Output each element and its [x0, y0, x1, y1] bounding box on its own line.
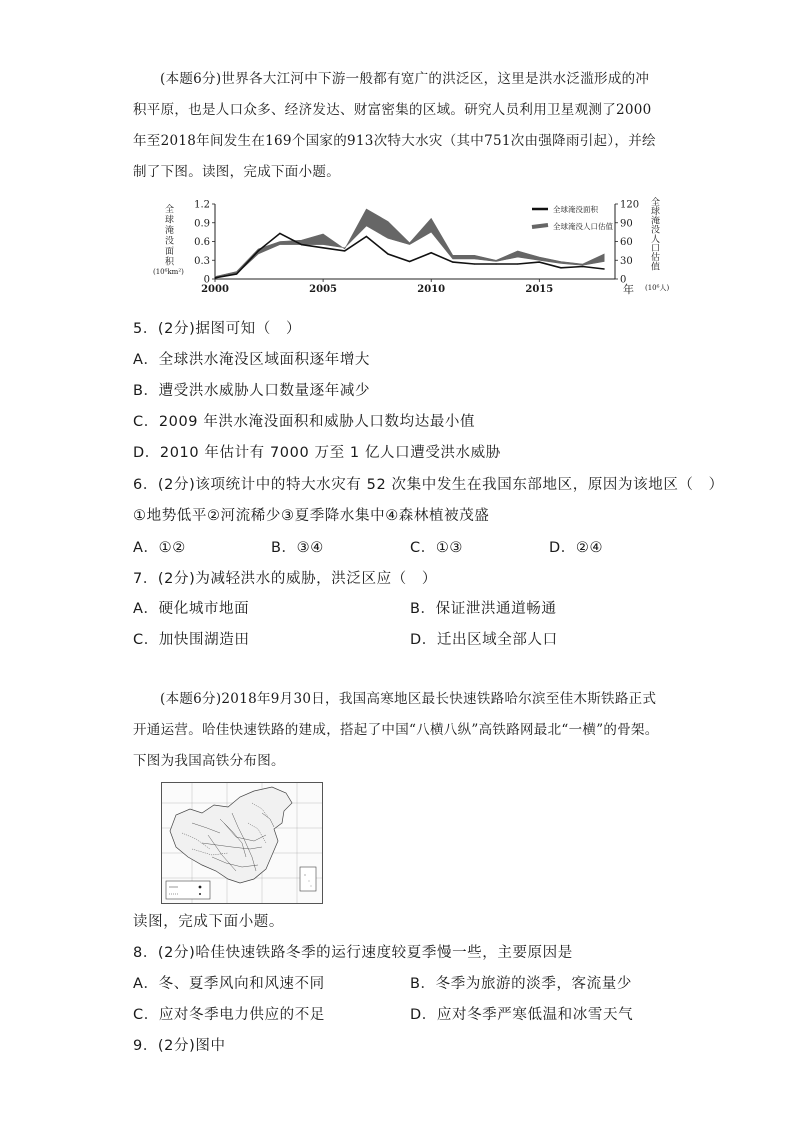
right-tick-label: 60 — [620, 237, 633, 248]
chart-legend — [532, 204, 613, 231]
left-tick-label: 0.9 — [194, 218, 210, 230]
inundated-area-point — [452, 262, 453, 263]
inundated-area-point — [582, 266, 583, 267]
q8-option-c[interactable]: C．应对冬季电力供应的不足 — [133, 1007, 325, 1023]
left-tick-label: 0 — [203, 274, 210, 286]
q6-option-a[interactable]: A．①② — [133, 540, 186, 556]
x-axis-label: 年 — [623, 283, 634, 296]
q6-option-b[interactable]: B．③④ — [271, 540, 324, 556]
q7-option-a[interactable]: A．硬化城市地面 — [133, 601, 250, 617]
q5-stem: 5．(2分)据图可知（ ） — [133, 321, 302, 337]
inundated-area-point — [214, 277, 215, 278]
q7-stem: 7．(2分)为减轻洪水的威胁，洪泛区应（ ） — [133, 571, 437, 587]
right-axis-label: 全球淹没人口估值 — [651, 198, 661, 273]
q6-option-d[interactable]: D．②④ — [549, 540, 604, 556]
inundated-area-point — [323, 247, 324, 248]
left-tick-label: 1.2 — [194, 199, 210, 211]
right-axis-unit: (10⁶人) — [645, 284, 670, 292]
inundated-area-point — [539, 262, 540, 263]
inundated-area-point — [387, 253, 388, 254]
left-tick-label: 0.3 — [194, 255, 210, 267]
inundated-area-point — [258, 250, 259, 251]
q8-option-a[interactable]: A．冬、夏季风向和风速不同 — [133, 976, 325, 992]
inundated-area-point — [560, 267, 561, 268]
legend-population-label: 全球淹没人口估值 — [553, 222, 613, 231]
x-tick-label: 2000 — [201, 284, 229, 295]
q5-option-c[interactable]: C．2009 年洪水淹没面积和威胁人口数均达最小值 — [133, 414, 476, 430]
passage-intro-flood: (本题6分)世界各大江河中下游一般都有宽广的洪泛区，这里是洪水泛滥形成的冲积平原，也是人口众多、经济发达、财富密集的区域。研究人员利用卫星观测了2000年至2018年间发生在169个国家的913次特大水灾（其中751次由强降雨引起），并绘制了下图。读图，完成下面小题。 — [133, 71, 656, 180]
inundated-area-point — [517, 263, 518, 264]
q7-option-b[interactable]: B．保证泄洪通道畅通 — [410, 601, 557, 617]
q8-option-d[interactable]: D．应对冬季严寒低温和冰雪天气 — [410, 1007, 634, 1023]
left-tick-label: 0.6 — [194, 237, 210, 248]
legend-area-label: 全球淹没面积 — [553, 205, 598, 214]
inundated-area-point — [474, 263, 475, 264]
inundated-area-point — [279, 233, 280, 234]
inundated-area-point — [344, 250, 345, 251]
q6-items: ①地势低平②河流稀少③夏季降水集中④森林植被茂盛 — [133, 508, 490, 524]
right-tick-label: 90 — [620, 218, 633, 230]
inundated-area-point — [236, 273, 237, 274]
inundated-area-line — [215, 233, 604, 277]
flood-chart-svg — [145, 196, 670, 298]
q7-option-d[interactable]: D．迁出区域全部人口 — [410, 632, 558, 648]
read-map-instruction: 读图，完成下面小题。 — [133, 914, 284, 930]
left-axis-label: 全球淹没面积 — [165, 205, 175, 268]
q9-stem: 9．(2分)图中 — [133, 1038, 226, 1054]
inundated-area-point — [366, 236, 367, 237]
right-tick-label: 0 — [620, 274, 627, 286]
flood-chart — [145, 196, 670, 298]
q5-option-d[interactable]: D．2010 年估计有 7000 万至 1 亿人口遭受洪水威胁 — [133, 445, 501, 461]
x-tick-label: 2005 — [309, 284, 338, 295]
passage-intro-railway: (本题6分)2018年9月30日，我国高寒地区最长快速铁路哈尔滨至佳木斯铁路正式开通运营。哈佳快速铁路的建成，搭起了中国“八横八纵”高铁路网最北“一横”的骨架。下图为我国高铁分布图。 — [133, 691, 659, 769]
x-tick-label: 2015 — [525, 284, 554, 295]
q8-option-b[interactable]: B．冬季为旅游的淡季，客流量少 — [410, 976, 632, 992]
q5-option-a[interactable]: A．全球洪水淹没区域面积逐年增大 — [133, 352, 371, 368]
left-axis-unit: (10⁶km²) — [153, 268, 184, 276]
inundated-area-point — [431, 252, 432, 253]
china-high-speed-rail-map — [161, 782, 323, 904]
q5-option-b[interactable]: B．遭受洪水威胁人口数量逐年减少 — [133, 383, 371, 399]
right-tick-label: 120 — [620, 199, 640, 211]
rail-map-drawing — [162, 783, 322, 903]
q7-option-c[interactable]: C．加快围湖造田 — [133, 632, 250, 648]
x-tick-label: 2010 — [417, 284, 446, 295]
inundated-area-point — [409, 261, 410, 262]
q8-stem: 8．(2分)哈佳快速铁路冬季的运行速度较夏季慢一些，主要原因是 — [133, 945, 573, 961]
legend-population-swatch — [532, 225, 548, 227]
inundated-area-point — [301, 244, 302, 245]
population-band — [215, 209, 604, 278]
q6-stem: 6．(2分)该项统计中的特大水灾有 52 次集中发生在我国东部地区，原因为该地区（ ） — [133, 477, 724, 493]
inundated-area-point — [495, 263, 496, 264]
inundated-area-point — [604, 268, 605, 269]
right-tick-label: 30 — [620, 255, 633, 267]
q6-option-c[interactable]: C．①③ — [410, 540, 464, 556]
